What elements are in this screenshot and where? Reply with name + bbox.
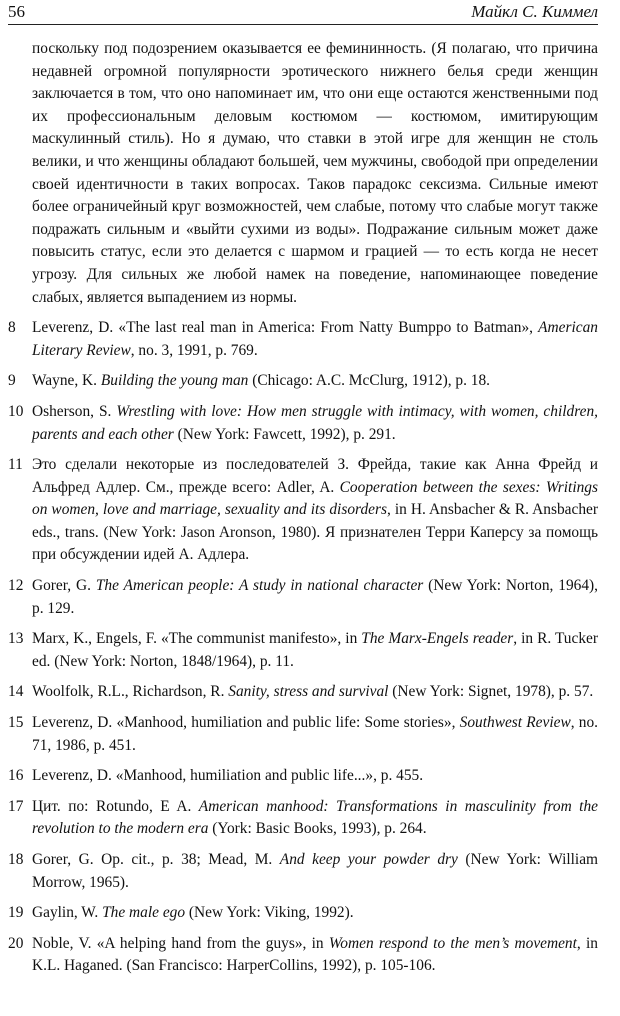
endnote-text: Это сделали некоторые из последователей З. Фрейда, такие как Анна Фрейд и Альфред Адлер. См., прежде всего: Adler, A. xyxy=(32,456,598,496)
endnote-title: Building the young man xyxy=(100,372,249,390)
endnote-number: 12 xyxy=(8,577,24,595)
endnote-title: The male ego xyxy=(102,904,186,922)
endnote-number: 15 xyxy=(8,714,24,732)
endnote-text: , in R. Tucker ed. (New York: Norton, 1848/1964), p. 11. xyxy=(32,630,598,670)
endnote-text: Osherson, S. xyxy=(32,402,117,420)
endnote-text: Leverenz, D. «The last real man in America: From Natty Bumppo to Batman», xyxy=(32,319,539,337)
endnote-number: 14 xyxy=(8,683,24,701)
endnote-number: 20 xyxy=(8,934,24,952)
endnote-10 xyxy=(8,401,598,446)
endnote-title: Sanity, stress and survival xyxy=(228,683,389,701)
endnote-text: Цит. по: Rotundo, E A. xyxy=(32,797,199,815)
endnote-18 xyxy=(8,849,598,894)
endnote-title: Women respond to the men’s movement xyxy=(328,934,577,952)
endnote-text: (New York: Fawcett, 1992), p. 291. xyxy=(173,425,396,443)
endnote-14 xyxy=(8,681,598,704)
endnote-text: Noble, V. «A helping hand from the guys», in xyxy=(32,934,329,952)
endnote-number: 19 xyxy=(8,904,24,922)
endnote-13 xyxy=(8,628,598,673)
endnote-number: 18 xyxy=(8,851,24,868)
endnote-16 xyxy=(8,765,598,788)
endnote-title: Cooperation between the sexes: Writings on women, love and marriage, sexuality and its disorders xyxy=(32,478,598,519)
endnote-number: 9 xyxy=(8,372,16,390)
endnote-text: (New York: William Morrow, 1965). xyxy=(32,851,599,891)
endnote-title: The Marx-Engels reader xyxy=(361,630,514,648)
endnote-12 xyxy=(8,575,598,620)
endnote-text: (New York: Norton, 1964), p. 129. xyxy=(32,577,598,617)
endnote-text: , in H. Ansbacher & R. Ansbacher eds., trans. (New York: Jason Aronson, 1980). Я признателен Терри Каперсу за помощь при обсуждении идей А. Адлера. xyxy=(32,501,598,564)
endnote-text: , no. 71, 1986, p. 451. xyxy=(32,714,599,754)
running-head-author: Майкл С. Киммел xyxy=(471,2,598,21)
endnote-title: And keep your powder dry xyxy=(279,851,458,868)
endnote-text: , no. 3, 1991, p. 769. xyxy=(130,341,258,359)
endnote-number: 17 xyxy=(8,797,24,815)
endnote-text: Gorer, G. xyxy=(32,577,96,595)
endnote-text: Wayne, K. xyxy=(32,372,101,390)
endnote-number: 10 xyxy=(8,402,24,420)
endnote-title: Southwest Review xyxy=(459,714,571,732)
endnote-text: , in K.L. Haganed. (San Francisco: HarperCollins, 1992), p. 105-106. xyxy=(32,934,599,975)
endnote-19 xyxy=(8,902,598,925)
running-header xyxy=(8,0,598,28)
endnote-number: 13 xyxy=(8,630,24,648)
endnote-text: Gorer, G. Op. cit., p. 38; Mead, M. xyxy=(32,851,280,868)
endnote-title: American Literary Review xyxy=(32,319,598,359)
endnote-text: Marx, K., Engels, F. «The communist manifesto», in xyxy=(32,630,362,648)
endnote-number: 11 xyxy=(8,456,23,474)
endnote-20 xyxy=(8,933,598,978)
endnote-15 xyxy=(8,712,598,757)
endnote-text: Gaylin, W. xyxy=(32,904,103,922)
endnote-title: Wrestling with love: How men struggle with intimacy, with women, children, parents and each other xyxy=(32,402,598,443)
endnote-number: 16 xyxy=(8,767,24,785)
endnote-text: Leverenz, D. «Manhood, humiliation and public life: Some stories», xyxy=(32,714,460,732)
page-number: 56 xyxy=(8,2,25,21)
note-continuation: поскольку под подозрением оказывается ее фемининность. (Я полагаю, что причина недавней огромной популярности эротического нижнего белья среди женщин заключается в том, что оно напоминает им, что они еще остаются женственными под их профессиональным деловым костюмом — костюмом, имитирующим маскулинный стиль). Но я думаю, что ставки в этой игре для женщин не столь велики, и что женщины обладают большей, чем мужчины, свободой при определении своей идентичности в таких вопросах. Таков парадокс сексизма. Сильные имеют более ограничейный круг возможностей, чем слабые, потому что слабые могут также подражать сильным и «выйти сухими из воды». Подражание сильным может даже повысить статус, если это делается с шармом и грацией — то есть когда не несет угрозу. Для сильных же любой намек на поведение, напоминающее поведение слабых, является выпадением из нормы. xyxy=(32,40,598,306)
endnote-text: Leverenz, D. «Manhood, humiliation and public life...», p. 455. xyxy=(32,767,424,785)
endnote-title: The American people: A study in national character xyxy=(95,577,424,595)
endnote-8 xyxy=(8,317,598,362)
header-rule xyxy=(8,24,598,25)
endnote-text: (New York: Viking, 1992). xyxy=(185,904,354,922)
endnote-text: (New York: Signet, 1978), p. 57. xyxy=(388,683,594,701)
endnote-text: (York: Basic Books, 1993), p. 264. xyxy=(208,820,427,838)
endnote-title: American manhood: Transformations in masculinity from the revolution to the modern era xyxy=(32,797,598,838)
endnote-text: Woolfolk, R.L., Richardson, R. xyxy=(32,683,229,701)
endnote-text: (Chicago: A.C. McClurg, 1912), p. 18. xyxy=(248,372,491,390)
endnote-17 xyxy=(8,796,598,841)
endnote-9 xyxy=(8,370,598,393)
endnote-11 xyxy=(8,454,598,567)
endnote-number: 8 xyxy=(8,319,16,337)
endnotes-list xyxy=(8,317,598,978)
